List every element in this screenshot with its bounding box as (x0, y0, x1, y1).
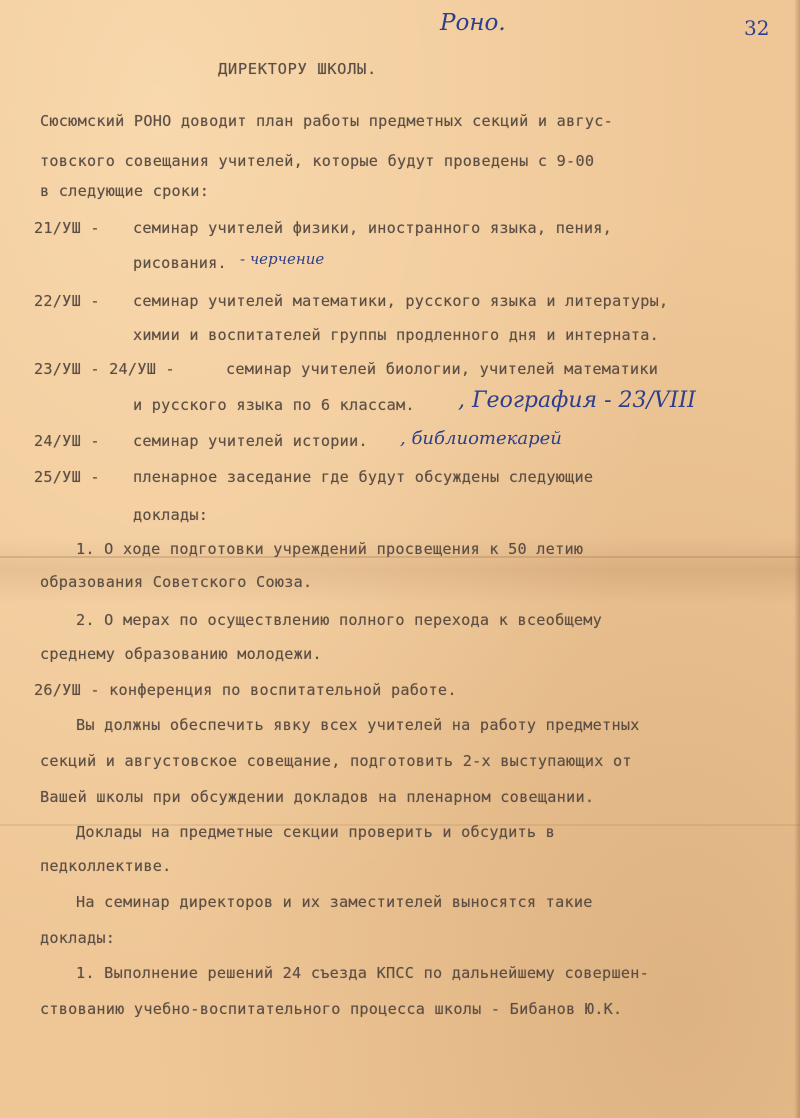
entry-text-23-a: семинар учителей биологии, учителей математики (226, 360, 659, 378)
agenda-item-1-line-1: 1. Выполнение решений 24 съезда КПСС по дальнейшему совершен- (76, 964, 650, 982)
paragraph-2-line-2: педколлективе. (40, 857, 172, 875)
agenda-item-1-line-2: ствованию учебно-воспитательного процесса школы - Бибанов Ю.К. (40, 1000, 623, 1018)
entry-text-22-a: семинар учителей математики, русского языка и литературы, (133, 292, 669, 310)
intro-line-1: Сюсюмский РОНО доводит план работы предметных секций и авгус- (40, 112, 614, 130)
entry-26: 26/УШ - конференция по воспитательной работе. (34, 681, 457, 699)
report-2-line-2: среднему образованию молодежи. (40, 645, 322, 663)
paragraph-1-line-1: Вы должны обеспечить явку всех учителей на работу предметных (76, 716, 640, 734)
entry-text-25-b: доклады: (133, 506, 209, 524)
entry-date-23: 23/УШ - 24/УШ - (34, 360, 175, 378)
paper-edge (794, 0, 800, 1118)
entry-date-21: 21/УШ - (34, 219, 100, 237)
report-2-line-1: 2. О мерах по осуществлению полного перехода к всеобщему (76, 611, 603, 629)
paragraph-1-line-3: Вашей школы при обсуждении докладов на пленарном совещании. (40, 788, 595, 806)
entry-text-24: семинар учителей истории. (133, 432, 368, 450)
page-title: ДИРЕКТОРУ ШКОЛЫ. (218, 60, 377, 78)
entry-text-21-b: рисования. (133, 254, 227, 272)
entry-date-24: 24/УШ - (34, 432, 100, 450)
paragraph-1-line-2: секций и августовское совещание, подготовить 2-х выступающих от (40, 752, 632, 770)
paragraph-3-line-2: доклады: (40, 929, 116, 947)
handwritten-note-23: , География - 23/VIII (458, 388, 696, 413)
paragraph-2-line-1: Доклады на предметные секции проверить и обсудить в (76, 823, 556, 841)
entry-text-21-a: семинар учителей физики, иностранного языка, пения, (133, 219, 613, 237)
handwritten-note-24: , библиотекарей (400, 428, 562, 449)
entry-date-22: 22/УШ - (34, 292, 100, 310)
report-1-line-2: образования Советского Союза. (40, 573, 313, 591)
page-number: 32 (744, 16, 770, 40)
intro-line-3: в следующие сроки: (40, 182, 210, 200)
entry-text-23-b: и русского языка по 6 классам. (133, 396, 415, 414)
report-1-line-1: 1. О ходе подготовки учреждений просвещения к 50 летию (76, 540, 584, 558)
intro-line-2: товского совещания учителей, которые будут проведены с 9-00 (40, 152, 595, 170)
paragraph-3-line-1: На семинар директоров и их заместителей выносятся такие (76, 893, 593, 911)
handwritten-note-21: - черчение (240, 250, 325, 268)
handwritten-roно: Роно. (440, 10, 506, 36)
entry-text-25-a: пленарное заседание где будут обсуждены следующие (133, 468, 594, 486)
entry-date-25: 25/УШ - (34, 468, 100, 486)
entry-text-22-b: химии и воспитателей группы продленного дня и интерната. (133, 326, 660, 344)
